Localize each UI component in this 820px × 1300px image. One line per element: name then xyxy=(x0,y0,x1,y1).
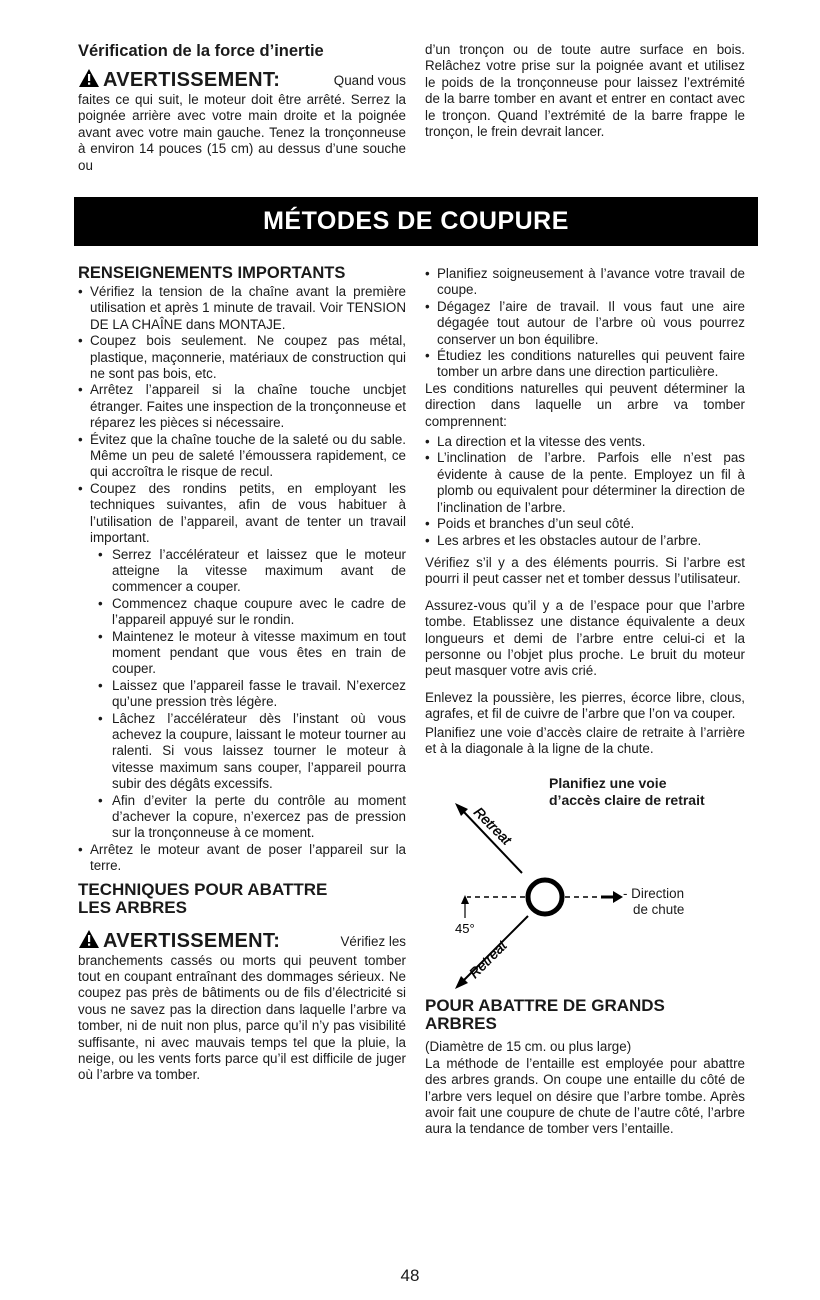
list-item: • Coupez des rondins petits, en employant les techniques suivantes, afin de vous habituer à l’utilisation de l’appareil, avant de tenter un travail important. xyxy=(78,481,406,547)
direction-label xyxy=(623,886,684,918)
list-item: • Arrêtez le moteur avant de poser l’appareil sur la terre. xyxy=(78,842,406,875)
important-bullets xyxy=(78,284,406,547)
conditions-paragraph: Les conditions naturelles qui peuvent déterminer la direction dans laquelle un arbre va tomber comprennent: xyxy=(425,380,745,429)
big-trees-paragraph: La méthode de l’entaille est employée pour abattre des arbres grands. On coupe une entaille du côté de l’arbre vers lequel on désire que l’arbre tombe. Après avoir fait une coupure de chute de l’autre côté, l’arbre aura la tendance de tomber vers l’entaille. xyxy=(425,1055,745,1137)
list-item: • Planifiez soigneusement à l’avance votre travail de coupe. xyxy=(425,266,745,299)
felling-heading-line-2: LES ARBRES xyxy=(78,897,187,917)
list-item: • L’inclination de l’arbre. Parfois elle n’est pas évidente à cause de la pente. Employez un fil à plomb ou equivalent pour déterminer la direction de l’inclination de l’arbre. xyxy=(425,450,745,516)
inertia-paragraph: faites ce qui suit, le moteur doit être arrêté. Serrez la poignée arrière avec votre main droite et la poignée avant avec votre main gauche. Tenez la tronçonneuse à environ 14 pouces (15 cm) au dessus d’une souche ou xyxy=(78,92,406,173)
fall-arrowhead xyxy=(613,891,623,903)
inertia-check-heading: Vérification de la force d’inertie xyxy=(78,42,324,60)
list-item: • Poids et branches d’un seul côté. xyxy=(425,516,745,532)
retreat-diagram xyxy=(425,773,745,995)
list-item: • La direction et la vitesse des vents. xyxy=(425,434,745,450)
retreat-label-upper: Retreat xyxy=(470,804,515,848)
warning-triangle-icon xyxy=(78,68,100,88)
final-bullet xyxy=(78,842,406,875)
sub-list-item: • Commencez chaque coupure avec le cadre de l’appareil appuyé sur le rondin. xyxy=(78,596,406,629)
right-column xyxy=(425,266,745,1138)
top-right-column xyxy=(425,42,745,140)
list-item: • Évitez que la chaîne touche de la saleté ou du sable. Même un peu de saleté l’émoussera rapidement, ce qui accroîtra le risque de recul. xyxy=(78,432,406,481)
sub-list-item: • Laissez que l’appareil fasse le travail. N’exercez qu’une pression très légère. xyxy=(78,678,406,711)
list-item: • Les arbres et les obstacles autour de l’arbre. xyxy=(425,533,745,549)
big-trees-subtitle: (Diamètre de 15 cm. ou plus large) xyxy=(425,1039,632,1055)
warning-text-start: Vérifiez les xyxy=(340,933,406,949)
felling-warning-line xyxy=(78,929,406,951)
diagram-title-line-1: Planifiez une voie xyxy=(549,775,667,792)
left-column xyxy=(78,264,406,1084)
direction-label-line-1: - Direction xyxy=(623,886,685,902)
angle-label: 45° xyxy=(455,921,475,937)
clear-paragraph: Enlevez la poussière, les pierres, écorce libre, clous, agrafes, et fil de cuivre de l’arbre que l’on va couper. xyxy=(425,689,745,722)
planning-bullets xyxy=(425,266,745,381)
warning-word: AVERTISSEMENT: xyxy=(103,69,281,91)
sub-list-item: • Afin d’eviter la perte du contrôle au moment d’achever la copure, n’exercez pas de pression sur la tronçonneuse à ce moment. xyxy=(78,793,406,842)
list-item: • Arrêtez l’appareil si la chaîne touche uncbjet étranger. Faites une inspection de la tronçonneuse et réparez les pièces si nécessaire. xyxy=(78,382,406,431)
important-info-heading: RENSEIGNEMENTS IMPORTANTS xyxy=(78,264,346,282)
upper-retreat-arrow xyxy=(455,803,522,873)
sub-list-item: • Serrez l’accélérateur et laissez que le moteur atteigne la vitesse maximum avant de commencer a couper. xyxy=(78,547,406,596)
technique-sub-bullets xyxy=(78,547,406,842)
sub-list-item: • Lâchez l’accélérateur dès l’instant où vous achevez la coupure, laissant le moteur tourner au ralenti. Si vous laissez tourner le moteur à vitesse maximum sans couper, l’appareil pourra subir des dégâts excessifs. xyxy=(78,711,406,793)
section-banner: MÉTODES DE COUPURE xyxy=(74,197,758,246)
big-trees-heading-line-2: ARBRES xyxy=(425,1014,497,1034)
conditions-bullets xyxy=(425,434,745,549)
warning-triangle-icon xyxy=(78,929,100,949)
list-item: • Étudiez les conditions naturelles qui peuvent faire tomber un arbre dans une direction particulière. xyxy=(425,348,745,381)
felling-heading-line-1: TECHNIQUES POUR ABATTRE xyxy=(78,879,328,899)
list-item: • Dégagez l’aire de travail. Il vous faut une aire dégagée tout autour de l’arbre où vous pourrez conserver un bon équilibre. xyxy=(425,299,745,348)
retreat-label-lower: Retreat xyxy=(465,937,510,982)
direction-label-line-2: de chute xyxy=(633,902,685,918)
list-item: • Vérifiez la tension de la chaîne avant la première utilisation et après 1 minute de travail. Voir TENSION DE LA CHAÎNE dans MONTAJE. xyxy=(78,284,406,333)
sub-list-item: • Maintenez le moteur à vitesse maximum en tout moment pendant que vous êtes en train de couper. xyxy=(78,629,406,678)
top-left-column xyxy=(78,42,406,174)
list-item: • Coupez bois seulement. Ne coupez pas métal, plastique, maçonnerie, matériaux de construction qui ne sont pas bois, etc. xyxy=(78,333,406,382)
rotten-paragraph: Vérifiez s’il y a des éléments pourris. Si l’arbre est pourri il peut casser net et tomber dessus l’utilisateur. xyxy=(425,554,745,587)
big-trees-heading-line-1: POUR ABATTRE DE GRANDS xyxy=(425,996,665,1016)
warning-word: AVERTISSEMENT: xyxy=(103,929,281,952)
warning-text-start: Quand vous xyxy=(333,73,406,88)
inertia-paragraph-continued: d’un tronçon ou de toute autre surface en bois. Relâchez votre prise sur la poignée avant et utilisez le poids de la tronçonneuse pour laissez l’extrémité de la barre tomber en avant et entrer en contact avec le tronçon. Quand l’extrémité de la barre frappe le tronçon, le frein devrait lancer. xyxy=(425,42,745,140)
diagram-title-line-2: d’accès claire de retrait xyxy=(549,792,705,809)
felling-warning-paragraph: branchements cassés ou morts qui peuvent tomber tout en coupant entraînant des dommages sérieux. Ne coupez pas près de bâtiments ou de fils d’électricité si vous ne savez pas la direction dans laquelle l’arbre va tomber, ni de nuit non plus, parce qu’il n’y pas visibilité suffisante, ni avec mauvais temps tel que la pluie, la neige, ou les vents forts parce qu’il est difficile de juger où l’arbre va tomber. xyxy=(78,952,406,1083)
space-paragraph: Assurez-vous qu’il y a de l’espace pour que l’arbre tombe. Etablissez une distance équivalente a deux longueurs et demi de l’arbre entre celui-ci et la personne ou l’objet plus proche. Le bruit du moteur peut masquer votre avis crié. xyxy=(425,597,745,679)
retreat-diagram-graphic xyxy=(425,773,745,995)
page-number: 48 xyxy=(400,1266,420,1285)
plan-paragraph: Planifiez une voie d’accès claire de retraite à l’arrière et à la diagonale à la ligne de la chute. xyxy=(425,724,745,756)
warning-line xyxy=(78,68,406,90)
tree-circle xyxy=(528,880,562,914)
